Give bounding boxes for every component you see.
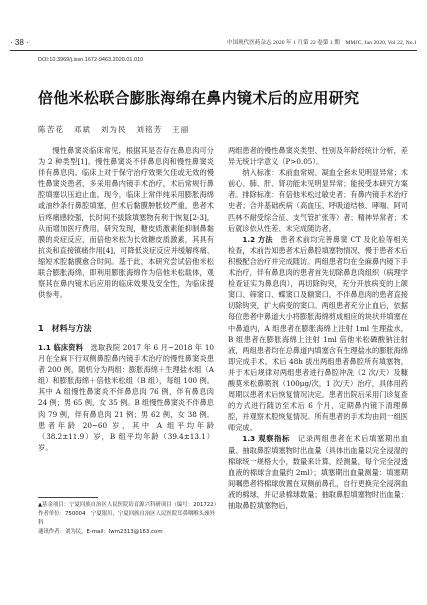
author-name: 刘铭芳 <box>136 125 163 134</box>
author-list <box>38 124 190 135</box>
observation-text: 记录两组患者在术后填塞期出血量、抽取鼻腔填塞物时出血量（具体出血量以完全浸湿的棉球统一规格大小，数量来计算，经测量，每个完全浸透血液的棉球含血量约 2ml）；填塞期出血量测量：填塞期间嘱患者将棉球放置在双侧前鼻孔，自行更换完全浸润血液的棉球，并记录棉球数量；抽取鼻腔填塞物时出血量：抽取鼻腔填塞物后， <box>228 434 408 510</box>
subsection-heading-methods: 1.2 方法 <box>242 234 273 244</box>
methods-paragraph <box>228 234 408 434</box>
left-column-clinical <box>38 342 214 453</box>
footnote-unit: 作者单位：750004 宁夏银川，宁夏回族自治区人民医院耳鼻咽喉头颈外科 <box>38 511 215 526</box>
author-name: 陈苦花 <box>38 125 65 134</box>
author-name: 邓斌 <box>73 125 92 134</box>
page-number: · 38 · <box>10 38 29 47</box>
methods-text: 患者术前均完善鼻窦 CT 及化验等相关检查，术前告知患者术后鼻腔填塞物情况，慢于患者术后积极配合治疗并完成随访。两组患者均在全麻鼻内镜下手术治疗，伴有鼻息肉的患者首先切除鼻息肉组织（病理学检查证实为鼻息肉），再切除钩突，充分开放病变的上颌窦口、筛窦口、蝶窦口及额窦口。不伴鼻息肉的患者直接切除钩突，扩大病变的窦口。两组患者充分止血后，依据每位患者中鼻道大小将膨胀海绵剪成相应的块状并填塞在中鼻道内，A 组患者在膨胀海绵上注射 1ml 生理盐水，B 组患者在膨胀海绵上注射 1ml 倍他米松磷酸钠注射液，两组患者均在总鼻道内填塞含有生理盐水的膨胀海绵即完成手术。术后 48h 拔出两组患者鼻腔所有填塞物，并于术后规律对两组患者进行鼻腔冲洗（2 次/天）及糠酸莫米松鼻喷剂（100μg/次，1 次/天）治疗，具体用药周期以患者术后恢复情况决定。患者出院后采用门诊复查的方式进行随访至术后 6 个月，定期鼻内镜下清理鼻腔，并观察术腔恢复情况。所有患者的手术均由同一组医师完成。 <box>228 234 408 433</box>
intro-paragraph: 慢性鼻窦炎临床常见，根据其是否存在鼻息肉可分为 2 种类型[1]。慢性鼻窦炎不伴鼻息肉和慢性鼻窦炎伴有鼻息肉。临床上对于保守治疗效果欠佳或无效的慢性鼻窦炎患者，多采用鼻内镜手术治疗，术后常规行鼻腔填塞以压迫止血。现今，临床上常伴纯采用膨胀海绵或油纱条行鼻腔填塞，但术后黏膜肿胀较严重，患者术后疼痛感较强，长时间不拔除填塞物有利于恢复[2-3]，从而增加医疗费用。研究发现，糖皮质激素能抑制鼻黏膜的炎症反应，而倍他米松为长效糖皮质激素，其具有抗炎和直接镇痛作用[4]，可降低炎症反应并缓解疼痛、缩短术腔黏膜愈合时间。基于此，本研究尝试倍他米松联合膨胀海绵，即利用膨胀海绵作为倍他米松载体，观察其在鼻内镜术后应用的临床效果及安全性，为临床提供参考。 <box>38 146 214 300</box>
subsection-heading-clinical-data: 1.1 临床资料 <box>38 343 84 352</box>
footnote-contact: 通讯作者：刘为民，E-mail：lwm2313@163.com <box>38 529 163 535</box>
subsection-heading-observation: 1.3 观察指标 <box>242 434 290 444</box>
criteria-paragraph: 纳入标准：术前血常规、凝血全套未见明显异常；术前心、肺、肝、肾功能未见明显异常；能接受本研究方案者。排除标准：有倍他米松过敏史者；有鼻内镜手术治疗史者；合并基础疾病（高血压、呼吸道结核、哮喘、阿司匹林不耐受综合征、支气管扩张等）者；精神异常者；术后就诊依从性差、未完成随访者。 <box>228 168 408 233</box>
clinical-data-text: 选取我院 2017 年 6 月~2018 年 10 月在全麻下行双侧鼻腔鼻内镜手术治疗的慢性鼻窦炎患者 200 例，随机分为两组：膨胀海绵＋生理盐水组（A 组）和膨胀海绵＋倍他米松组（B 组），每组 100 例。其中 A 组慢性鼻窦炎不伴鼻息肉 76 例，伴有鼻息肉 24 例；男 65 例，女 35 例。B 组慢性鼻窦炎不伴鼻息肉 79 例，伴有鼻息肉 21 例；男 62 例，女 38 例。患者年龄 20~60 岁，其中 A 组平均年龄（38.2±11.9）岁，B 组平均年龄（39.4±13.1）岁。 <box>38 343 214 452</box>
left-column-intro <box>38 145 214 300</box>
right-column <box>228 145 408 511</box>
clinical-data-paragraph <box>38 342 214 453</box>
article-title: 倍他米松联合膨胀海绵在鼻内镜术后的应用研究 <box>38 89 360 107</box>
footnotes <box>38 501 218 537</box>
journal-citation: 中国现代医药杂志 2020 年 1 月第 22 卷第 1 期 MMJC, Jan 2020, Vol 22, No.1 <box>226 40 417 46</box>
footnote-rule <box>38 497 98 498</box>
header-rule <box>10 50 417 51</box>
author-name: 王丽 <box>172 125 190 134</box>
baseline-paragraph: 两组患者的慢性鼻窦炎类型、性别及年龄经统计分析，差异无统计学意义（P>0.05）。 <box>228 146 408 167</box>
doi[interactable]: DOI:10.3969/j.issn.1672-9463.2020.01.010 <box>38 57 144 63</box>
author-name: 刘为民 <box>100 125 127 134</box>
observation-paragraph <box>228 433 408 511</box>
section-heading-materials-methods: 1 材料与方法 <box>38 324 92 333</box>
footnote-fund: ▲基金项目：宁夏回族自治区人民医院培育源兴科研项目（编号：201722） <box>38 502 220 508</box>
